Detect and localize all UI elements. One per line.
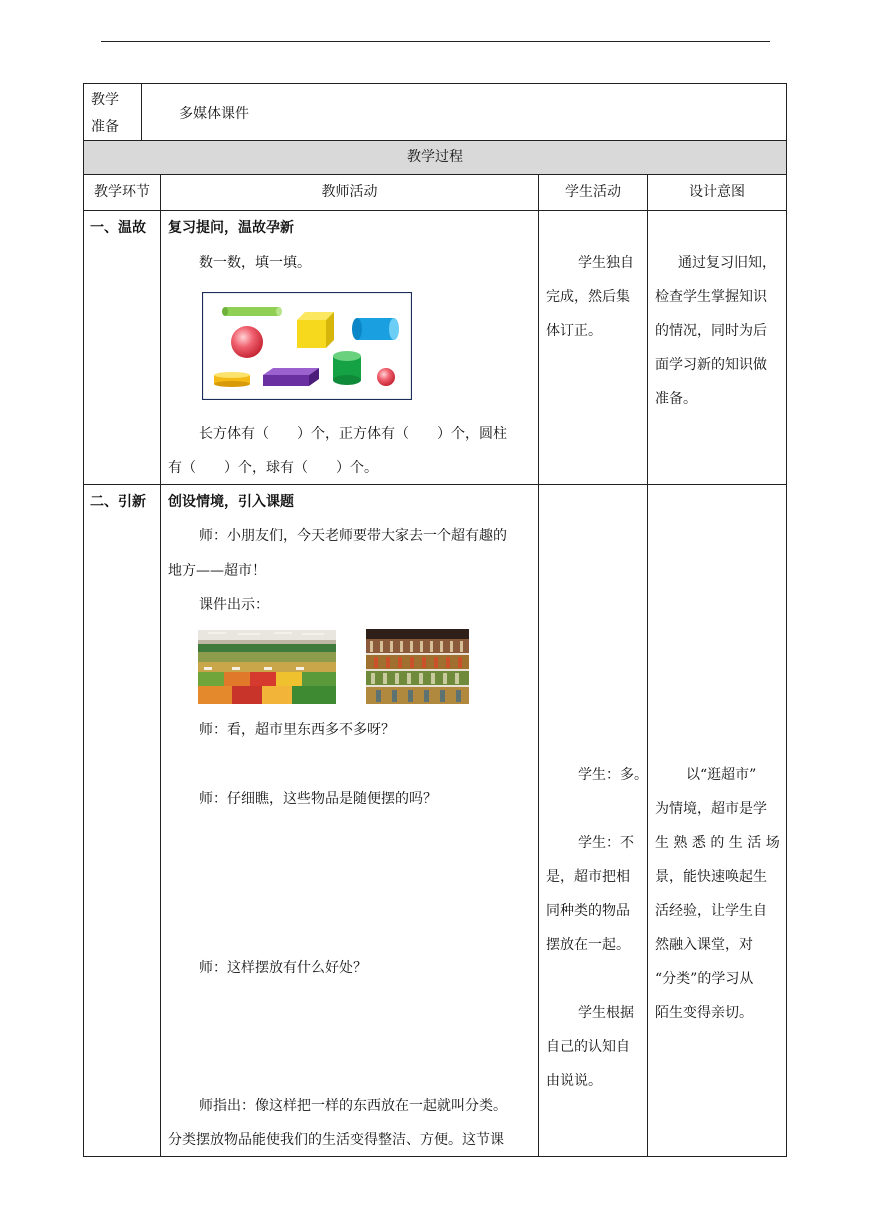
section2-title: 创设情境，引入课题: [168, 494, 294, 510]
section2-student-c1: 学生根据: [578, 1005, 634, 1021]
section2-teacher-line2: 地方——超市！: [168, 563, 266, 579]
header-rule: [101, 41, 770, 42]
section2-label: 二、引新: [90, 494, 146, 510]
yellow-disc-icon: [214, 372, 250, 387]
section2-conclusion-line1: 师指出：像这样把一样的东西放在一起就叫分类。: [199, 1098, 507, 1114]
section1-intent-5: 准备。: [655, 391, 697, 407]
red-sphere-large-icon: [231, 326, 263, 358]
section1-fill-line1: 长方体有（ ）个，正方体有（ ）个，圆柱: [199, 426, 507, 442]
section2-student-b3: 同种类的物品: [546, 903, 630, 919]
yellow-cube-icon: [297, 312, 334, 348]
section2-student-b4: 摆放在一起。: [546, 937, 630, 953]
process-title: 教学过程: [407, 149, 463, 165]
section2-question-1: 师：看，超市里东西多不多呀？: [199, 722, 395, 738]
section1-intent-1: 通过复习旧知，: [678, 255, 776, 271]
header-student: 学生活动: [565, 184, 621, 200]
supermarket-produce-image: [198, 630, 336, 704]
section2-question-2: 师：仔细瞧，这些物品是随便摆的吗？: [199, 791, 437, 807]
section1-intent-3: 的情况，同时为后: [655, 323, 767, 339]
prep-value: 多媒体课件: [179, 106, 249, 122]
section2-student-b1: 学生：不: [578, 835, 634, 851]
section2-student-a: 学生：多。: [578, 767, 648, 783]
header-intent: 设计意图: [689, 184, 745, 200]
section2-intent-8: 陌生变得亲切。: [655, 1005, 753, 1021]
section2-intent-6: 然融入课堂，对: [655, 937, 753, 953]
section2-student-c2: 自己的认知自: [546, 1039, 630, 1055]
section1-fill-line2: 有（ ）个，球有（ ）个。: [168, 460, 378, 476]
shapes-illustration: [202, 292, 412, 400]
section1-title: 复习提问，温故孕新: [168, 220, 294, 236]
blue-cylinder-icon: [352, 318, 399, 340]
section1-intent-2: 检查学生掌握知识: [655, 289, 767, 305]
section2-intent-5: 活经验，让学生自: [655, 903, 767, 919]
section2-question-3: 师：这样摆放有什么好处？: [199, 960, 367, 976]
section1-intent-4: 面学习新的知识做: [655, 357, 767, 373]
section2-intent-2: 为情境，超市是学: [655, 801, 767, 817]
section2-intent-3: 生 熟 悉 的 生 活 场: [655, 835, 780, 851]
section2-student-c3: 由说说。: [546, 1073, 602, 1089]
supermarket-shelves-image: [366, 629, 469, 704]
green-cylinder-icon: [222, 307, 282, 316]
section1-instruction: 数一数，填一填。: [199, 255, 311, 271]
section2-student-b2: 是，超市把相: [546, 869, 630, 885]
section2-intent-7: “分类”的学习从: [655, 971, 754, 987]
section1-student-1: 学生独自: [578, 255, 634, 271]
section2-intent-4: 景，能快速唤起生: [655, 869, 767, 885]
header-teacher: 教师活动: [321, 184, 378, 200]
purple-cuboid-icon: [263, 368, 319, 386]
section1-student-2: 完成，然后集: [546, 289, 630, 305]
prep-label-line1: 教学: [91, 92, 119, 108]
section1-student-3: 体订正。: [546, 323, 602, 339]
section2-courseware: 课件出示：: [199, 597, 269, 613]
section2-intent-1: 以“逛超市”: [686, 767, 757, 783]
red-sphere-small-icon: [377, 368, 395, 386]
section2-conclusion-line2: 分类摆放物品能使我们的生活变得整洁、方便。这节课: [168, 1132, 504, 1148]
green-cylinder-standing-icon: [333, 351, 361, 385]
section2-teacher-line1: 师：小朋友们，今天老师要带大家去一个超有趣的: [199, 528, 507, 544]
section1-label: 一、温故: [90, 220, 146, 236]
prep-label-line2: 准备: [91, 119, 119, 135]
header-section: 教学环节: [94, 184, 150, 200]
